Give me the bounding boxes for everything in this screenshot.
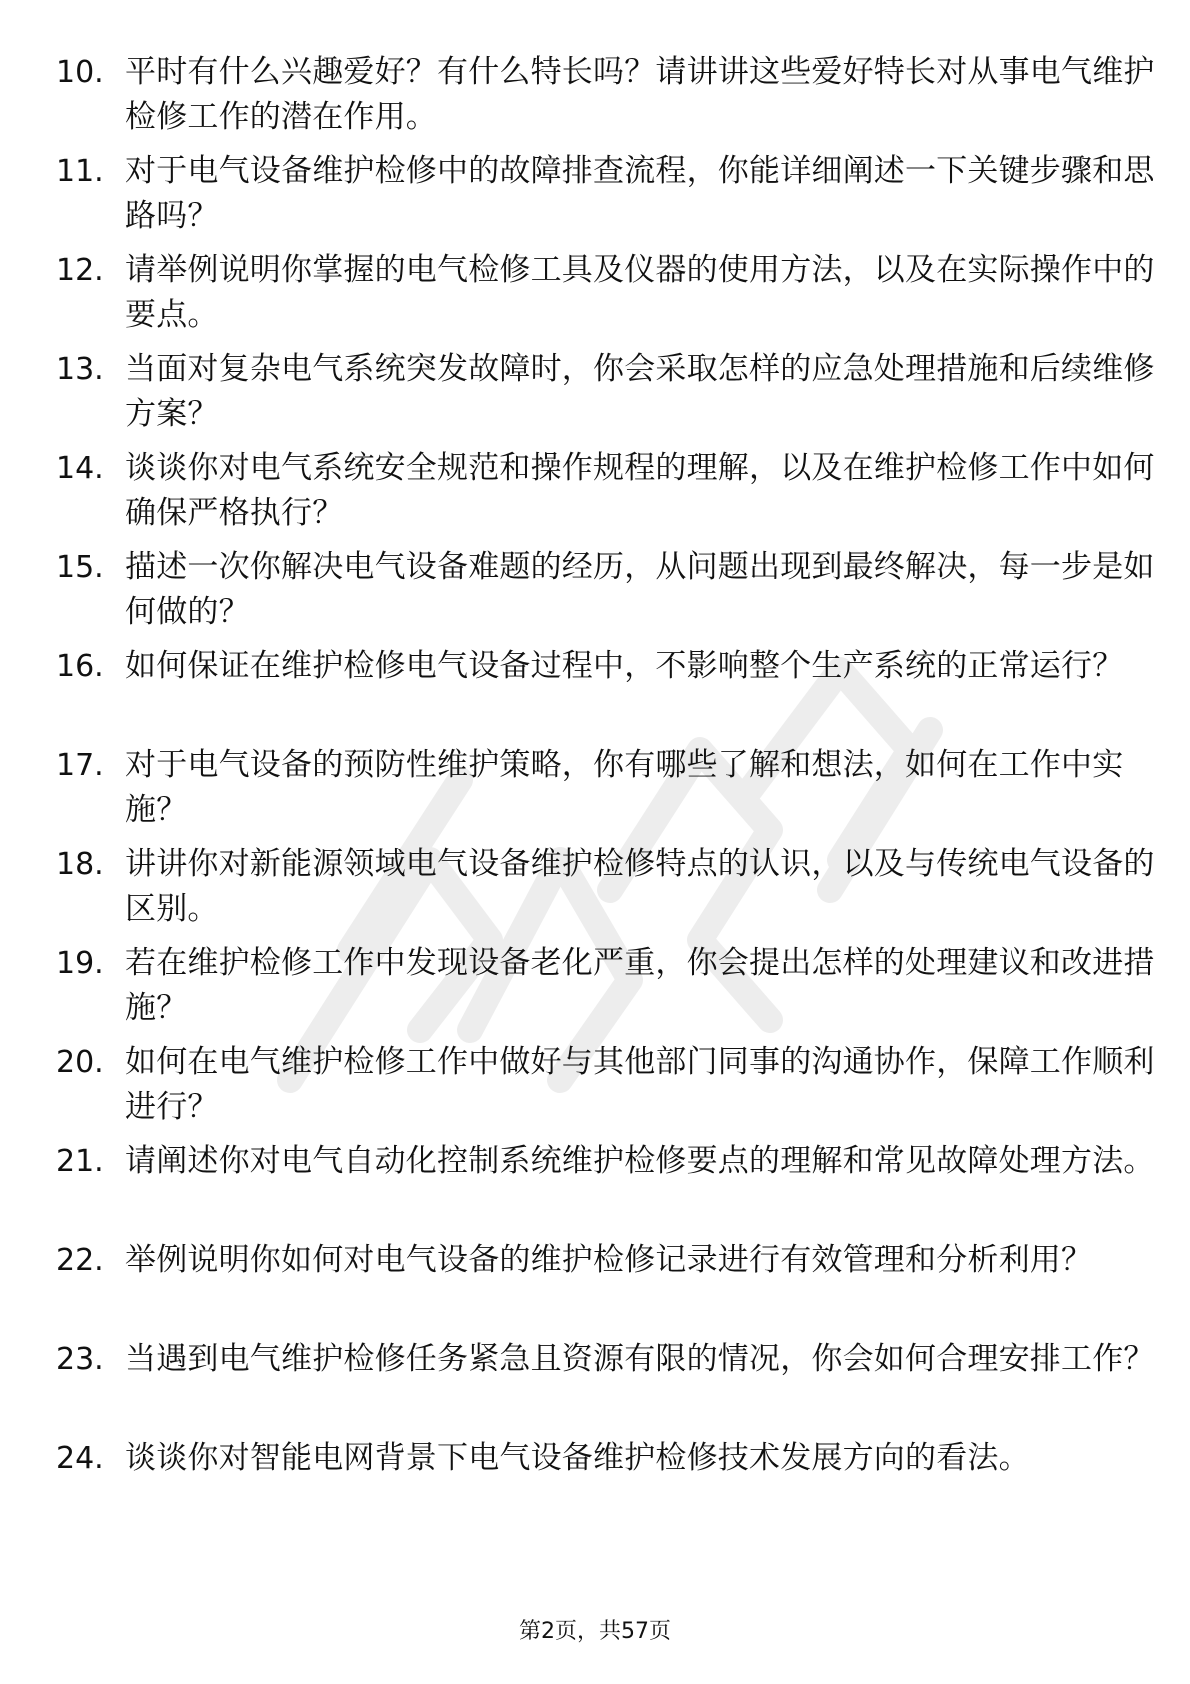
list-item xyxy=(56,1139,1155,1238)
list-item xyxy=(56,248,1155,347)
question-text: 如何在电气维护检修工作中做好与其他部门同事的沟通协作，保障工作顺利进行？ xyxy=(125,1044,1155,1125)
question-text: 如何保证在维护检修电气设备过程中，不影响整个生产系统的正常运行？ xyxy=(125,648,1124,684)
list-item xyxy=(56,1436,1146,1535)
question-number: 14. xyxy=(56,451,104,486)
question-text: 谈谈你对电气系统安全规范和操作规程的理解，以及在维护检修工作中如何确保严格执行？ xyxy=(125,450,1155,531)
list-item xyxy=(56,545,1155,644)
list-item xyxy=(56,743,1146,842)
question-number: 19. xyxy=(56,946,104,981)
question-text: 请举例说明你掌握的电气检修工具及仪器的使用方法，以及在实际操作中的要点。 xyxy=(125,252,1155,333)
question-text: 当面对复杂电气系统突发故障时，你会采取怎样的应急处理措施和后续维修方案？ xyxy=(125,351,1155,432)
list-item xyxy=(56,446,1155,545)
question-list xyxy=(56,50,1155,1535)
question-text: 请阐述你对电气自动化控制系统维护检修要点的理解和常见故障处理方法。 xyxy=(125,1143,1155,1179)
question-number: 16. xyxy=(56,649,104,684)
question-number: 22. xyxy=(56,1243,104,1278)
question-number: 23. xyxy=(56,1342,104,1377)
list-item xyxy=(56,941,1155,1040)
question-text: 当遇到电气维护检修任务紧急且资源有限的情况，你会如何合理安排工作？ xyxy=(125,1341,1155,1377)
question-number: 24. xyxy=(56,1441,104,1476)
question-number: 10. xyxy=(56,55,104,90)
question-number: 17. xyxy=(56,748,104,783)
question-text: 谈谈你对智能电网背景下电气设备维护检修技术发展方向的看法。 xyxy=(125,1440,1030,1476)
question-number: 20. xyxy=(56,1045,104,1080)
question-number: 13. xyxy=(56,352,104,387)
question-text: 若在维护检修工作中发现设备老化严重，你会提出怎样的处理建议和改进措施？ xyxy=(125,945,1155,1026)
list-item xyxy=(56,1040,1155,1139)
list-item xyxy=(56,149,1155,248)
list-item xyxy=(56,347,1155,446)
question-text: 对于电气设备的预防性维护策略，你有哪些了解和想法，如何在工作中实施？ xyxy=(125,747,1124,828)
list-item xyxy=(56,1238,1146,1337)
question-number: 15. xyxy=(56,550,104,585)
question-number: 12. xyxy=(56,253,104,288)
question-number: 18. xyxy=(56,847,104,882)
question-text: 对于电气设备维护检修中的故障排查流程，你能详细阐述一下关键步骤和思路吗？ xyxy=(125,153,1155,234)
list-item xyxy=(56,50,1155,149)
question-text: 讲讲你对新能源领域电气设备维护检修特点的认识，以及与传统电气设备的区别。 xyxy=(125,846,1155,927)
question-number: 11. xyxy=(56,154,104,189)
question-number: 21. xyxy=(56,1144,104,1179)
page-footer: 第2页，共57页 xyxy=(519,1619,671,1644)
question-text: 举例说明你如何对电气设备的维护检修记录进行有效管理和分析利用？ xyxy=(125,1242,1093,1278)
list-item xyxy=(56,644,1146,743)
question-text: 描述一次你解决电气设备难题的经历，从问题出现到最终解决，每一步是如何做的？ xyxy=(125,549,1155,630)
question-text: 平时有什么兴趣爱好？有什么特长吗？请讲讲这些爱好特长对从事电气维护检修工作的潜在作用。 xyxy=(125,54,1155,135)
list-item xyxy=(56,842,1155,941)
list-item xyxy=(56,1337,1155,1436)
